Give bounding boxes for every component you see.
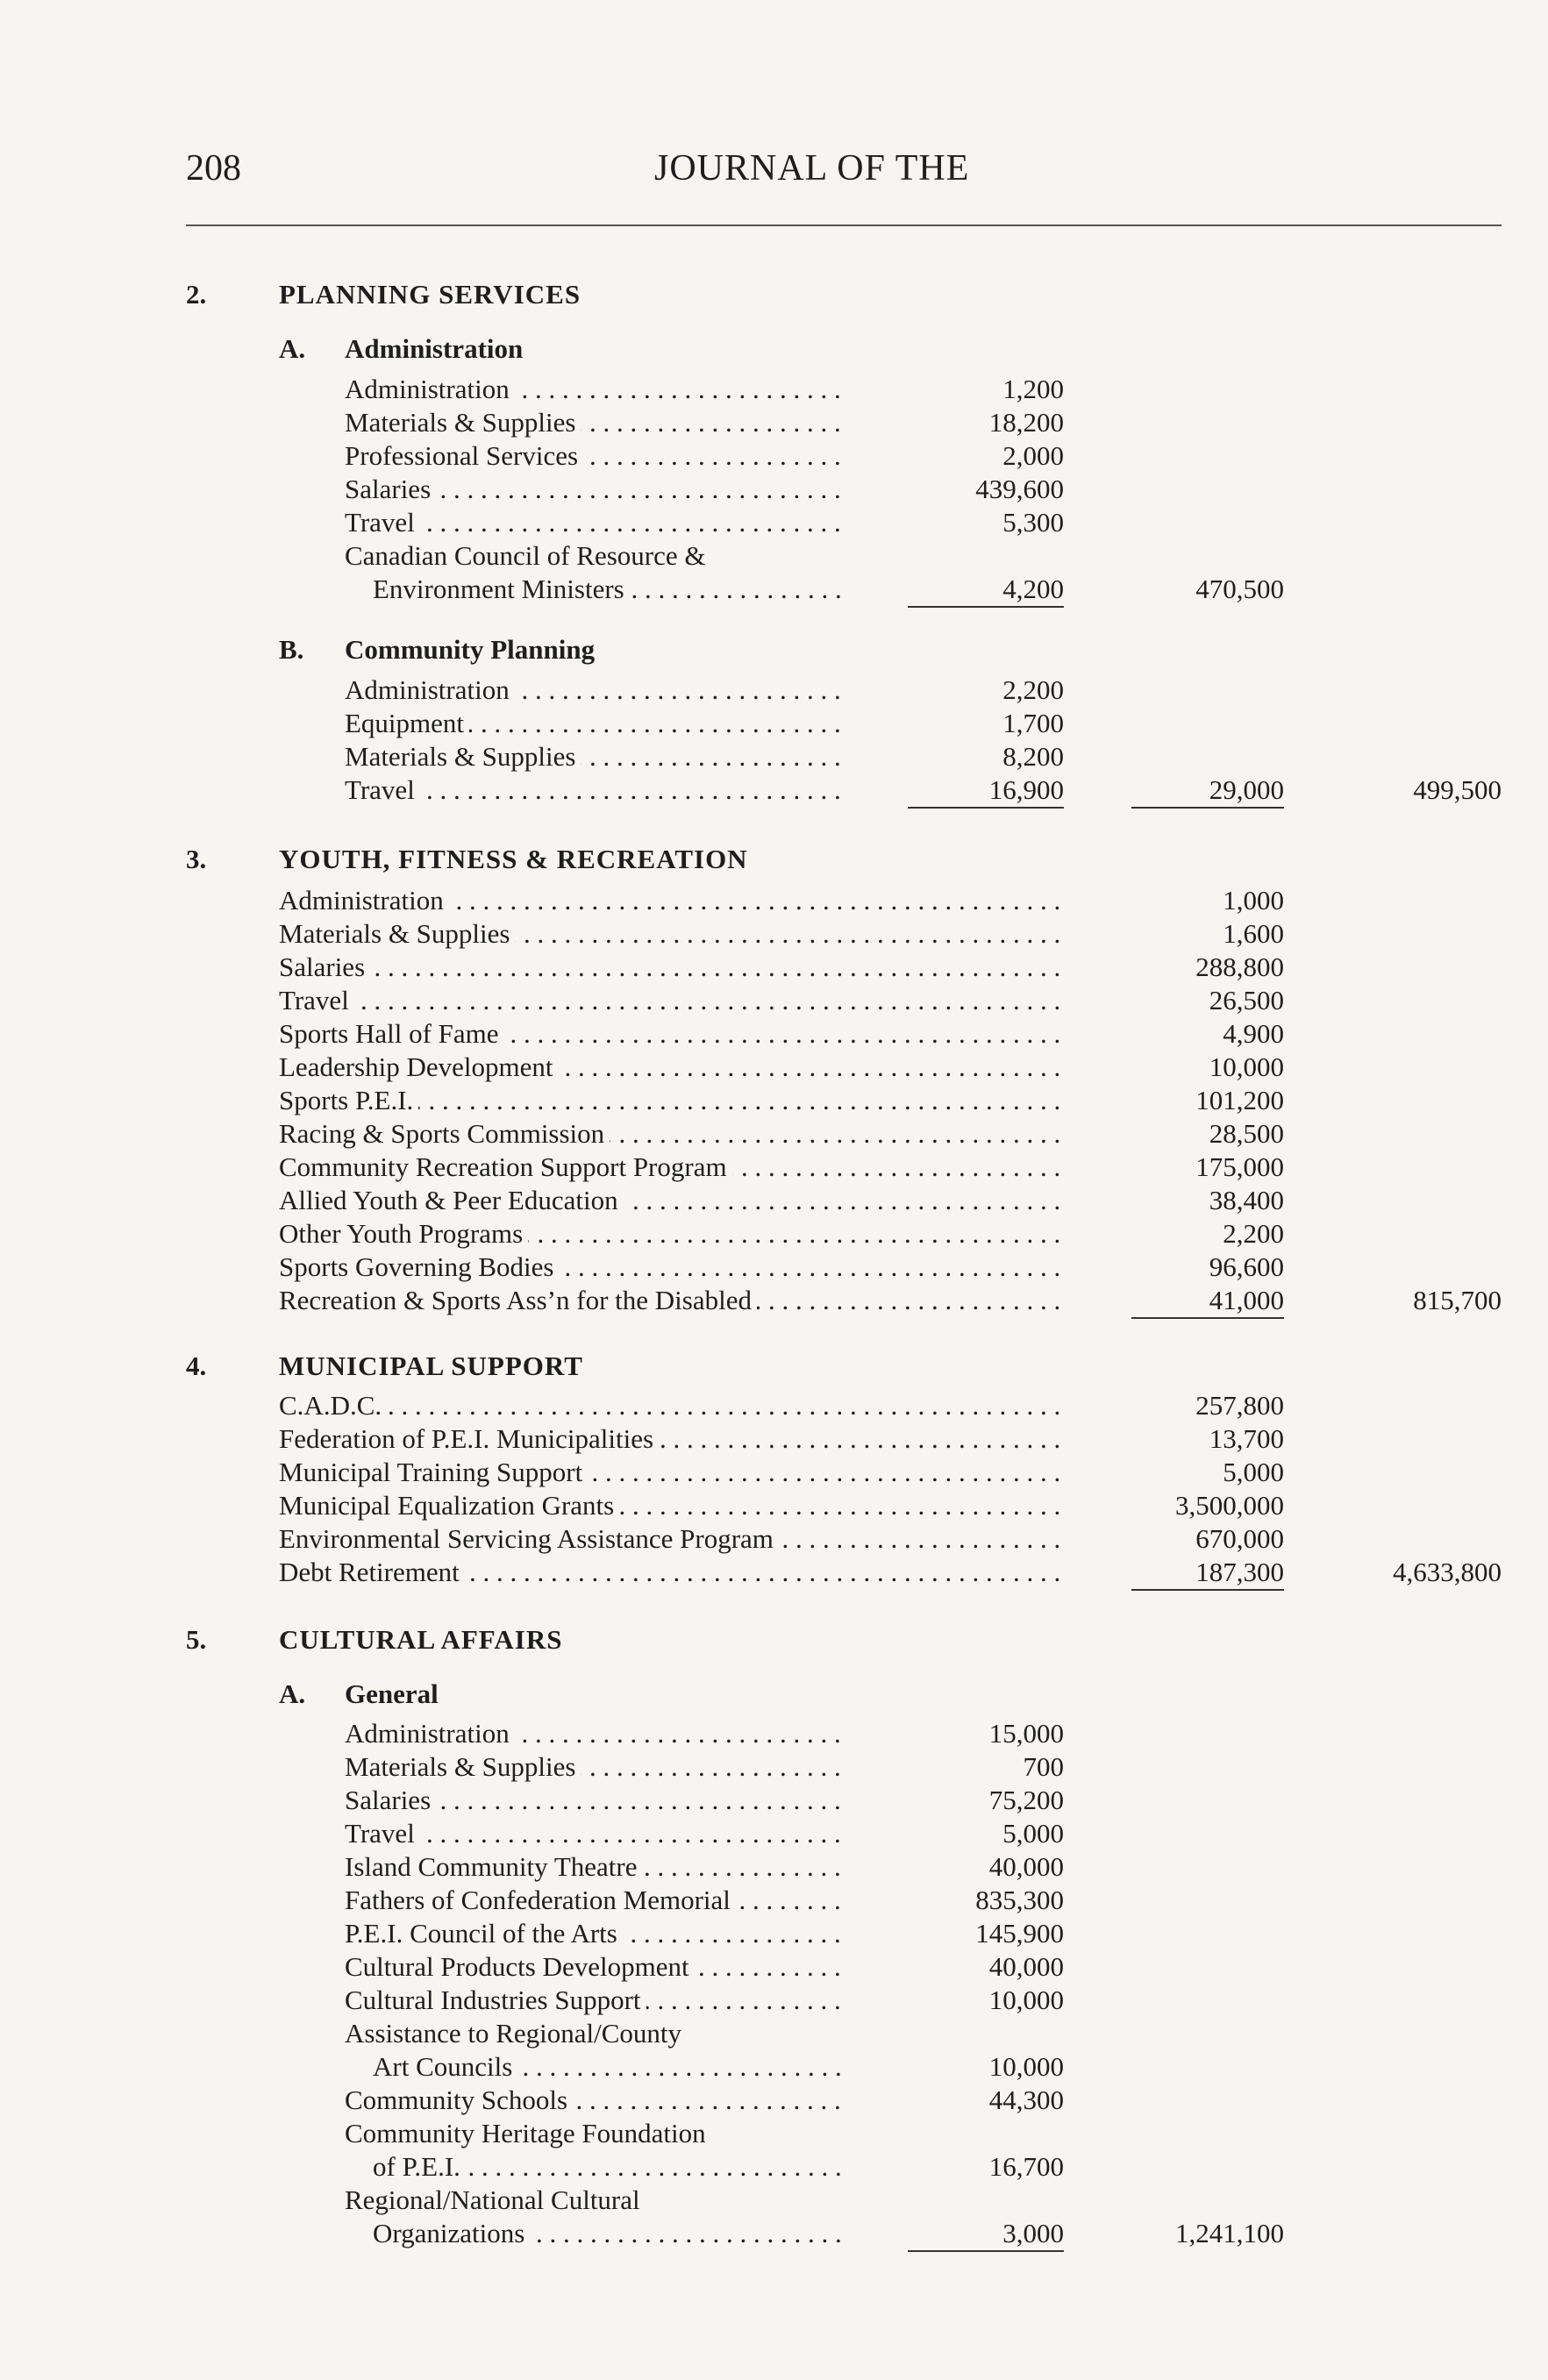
line-amount: 101,200 [1195,1085,1284,1115]
line-item: Recreation & Sports Ass’n for the Disabled . . . [279,1284,1068,1317]
line-item: Racing & Sports Commission . . . [279,1117,1068,1151]
subtotal: 470,500 [1195,574,1284,604]
line-amount: 288,800 [1195,951,1284,982]
line-item: Sports Hall of Fame . . . [279,1017,1068,1051]
line-amount: 28,500 [1209,1118,1284,1149]
line-item: Art Councils . . . [373,2050,845,2084]
line-item: Other Youth Programs . . . [279,1217,1068,1251]
line-amount: 1,000 [1223,885,1284,916]
line-item: Travel . . . [279,984,1068,1017]
line-amount: 257,800 [1195,1390,1284,1421]
line-item: Municipal Training Support . . . [279,1456,1068,1489]
line-item: P.E.I. Council of the Arts . . . [345,1917,845,1950]
section-heading: MUNICIPAL SUPPORT [279,1350,583,1381]
line-amount: 41,000 [1131,1284,1284,1319]
line-amount: 96,600 [1209,1251,1284,1282]
line-item: Island Community Theatre . . . [345,1850,845,1884]
line-amount: 3,500,000 [1175,1490,1284,1521]
line-item: Organizations . . . [373,2217,845,2250]
page-title: JOURNAL OF THE [654,148,970,189]
line-amount: 10,000 [988,2051,1064,2082]
line-item: Travel . . . [345,773,845,807]
line-item: Materials & Supplies . . . [345,740,845,773]
subsection-letter: B. [279,634,304,665]
line-item: Regional/National Cultural [345,2184,845,2217]
line-amount: 10,000 [988,1985,1064,2015]
line-item: Canadian Council of Resource & [345,539,845,573]
line-item: Cultural Industries Support . . . [345,1984,845,2017]
line-item: of P.E.I. . . . [373,2150,845,2184]
line-item: Travel . . . [345,506,845,539]
line-amount: 13,700 [1209,1423,1284,1454]
line-amount: 5,000 [1223,1457,1284,1487]
line-amount: 44,300 [988,2084,1064,2115]
line-amount: 2,000 [1002,440,1064,471]
section-total: 815,700 [1413,1285,1502,1315]
line-item: Administration . . . [345,373,845,406]
line-amount: 2,200 [1223,1218,1284,1249]
line-item: Sports P.E.I. . . . [279,1084,1068,1117]
section-number: 2. [186,279,207,310]
line-item: Debt Retirement . . . [279,1556,1068,1589]
line-amount: 670,000 [1195,1523,1284,1554]
line-item: Community Heritage Foundation [345,2117,845,2150]
line-amount: 700 [1023,1751,1064,1782]
section-heading: PLANNING SERVICES [279,279,581,310]
line-amount: 4,200 [908,573,1064,608]
page-number: 208 [186,148,241,189]
section-heading: CULTURAL AFFAIRS [279,1624,563,1655]
header-rule [186,224,1502,226]
subsection-letter: A. [279,333,306,364]
section-heading: YOUTH, FITNESS & RECREATION [279,844,748,874]
subsection-heading: Community Planning [345,634,596,665]
section-number: 3. [186,844,207,874]
line-amount: 15,000 [988,1718,1064,1749]
line-item: Administration . . . [345,1717,845,1750]
line-amount: 38,400 [1209,1185,1284,1215]
line-item: Salaries . . . [345,1784,845,1817]
line-item: Sports Governing Bodies . . . [279,1251,1068,1284]
line-amount: 5,000 [1002,1818,1064,1849]
line-item: Equipment . . . [345,707,845,740]
line-amount: 8,200 [1002,741,1064,772]
line-item: Materials & Supplies . . . [345,1750,845,1784]
subsection-heading: Administration [345,333,524,364]
line-item: Salaries . . . [345,473,845,506]
line-amount: 26,500 [1209,985,1284,1015]
line-item: Municipal Equalization Grants . . . [279,1489,1068,1522]
section-total: 4,633,800 [1393,1557,1502,1587]
line-item: Materials & Supplies . . . [279,917,1068,951]
line-item: Environment Ministers . . . [373,573,845,606]
subtotal: 1,241,100 [1175,2218,1284,2248]
line-amount: 1,700 [1002,708,1064,738]
line-item: Cultural Products Development . . . [345,1950,845,1984]
line-item: Federation of P.E.I. Municipalities . . . [279,1422,1068,1456]
line-amount: 4,900 [1223,1018,1284,1049]
line-amount: 835,300 [975,1885,1064,1915]
line-amount: 1,200 [1002,374,1064,404]
line-amount: 145,900 [975,1918,1064,1949]
line-amount: 3,000 [908,2217,1064,2252]
line-item: Fathers of Confederation Memorial . . . [345,1884,845,1917]
subtotal: 29,000 [1131,773,1284,809]
line-item: Allied Youth & Peer Education . . . [279,1184,1068,1217]
subsection-heading: General [345,1678,439,1709]
line-item: Community Schools . . . [345,2084,845,2117]
line-item: Assistance to Regional/County [345,2017,845,2050]
section-number: 4. [186,1350,207,1381]
line-amount: 175,000 [1195,1151,1284,1182]
line-amount: 1,600 [1223,918,1284,949]
line-item: Administration . . . [279,884,1068,917]
line-item: Community Recreation Support Program . . . [279,1151,1068,1184]
line-item: Travel . . . [345,1817,845,1850]
line-amount: 75,200 [988,1785,1064,1815]
line-amount: 16,900 [908,773,1064,809]
line-item: Materials & Supplies . . . [345,406,845,439]
line-item: Salaries . . . [279,951,1068,984]
line-item: Professional Services . . . [345,439,845,473]
line-amount: 16,700 [988,2151,1064,2182]
line-amount: 10,000 [1209,1051,1284,1082]
line-item: Environmental Servicing Assistance Program . . . [279,1522,1068,1556]
line-item: C.A.D.C. . . . [279,1389,1068,1422]
line-amount: 5,300 [1002,507,1064,538]
line-amount: 187,300 [1131,1556,1284,1591]
line-amount: 40,000 [988,1951,1064,1982]
section-number: 5. [186,1624,207,1655]
line-amount: 2,200 [1002,674,1064,705]
line-amount: 439,600 [975,474,1064,504]
line-item: Administration . . . [345,673,845,707]
line-amount: 40,000 [988,1851,1064,1882]
line-item: Leadership Development . . . [279,1051,1068,1084]
line-amount: 18,200 [988,407,1064,438]
subsection-letter: A. [279,1678,306,1709]
section-total: 499,500 [1413,774,1502,805]
